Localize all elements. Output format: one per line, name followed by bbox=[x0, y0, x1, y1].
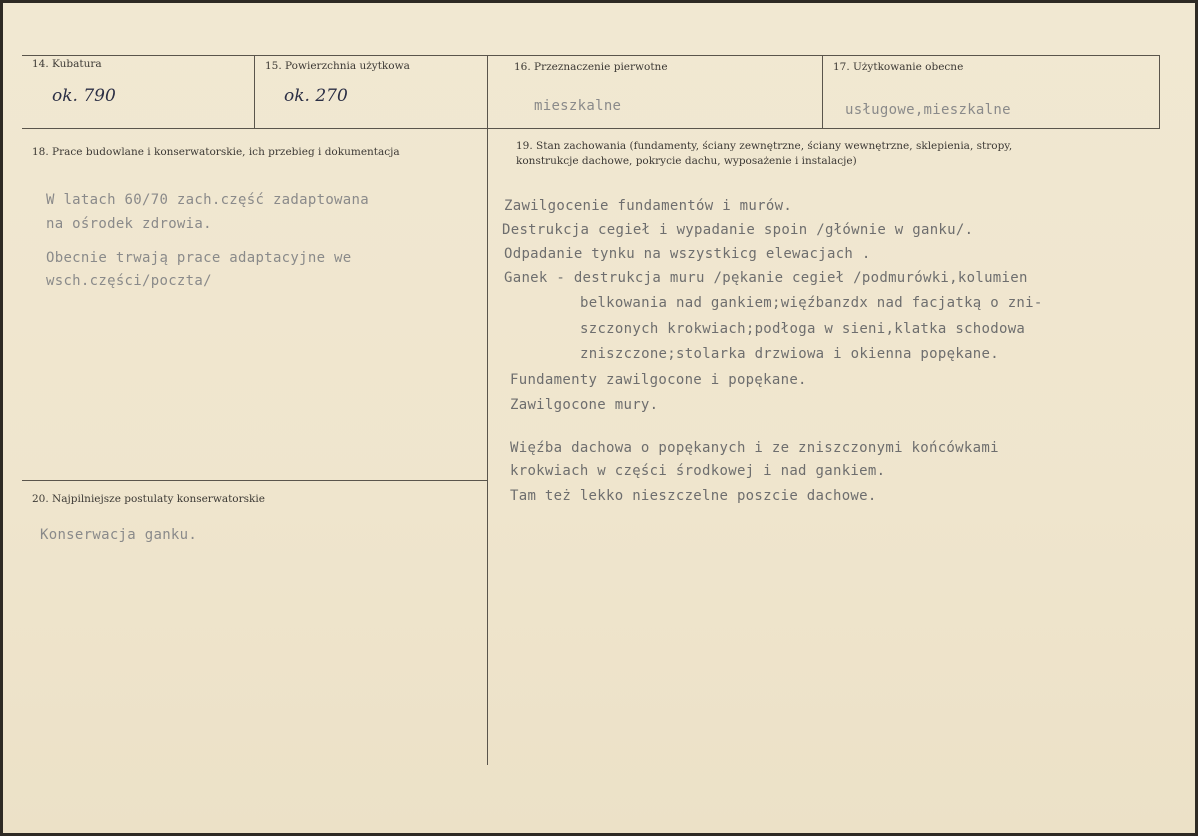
field19-label-line1: 19. Stan zachowania (fundamenty, ściany zewnętrzne, ściany wewnętrzne, sklepienia, stropy, bbox=[516, 140, 1013, 152]
field15-value: ok. 270 bbox=[284, 86, 348, 106]
field16-label: 16. Przeznaczenie pierwotne bbox=[514, 61, 668, 73]
field19-label-line2: konstrukcje dachowe, pokrycie dachu, wyposażenie i instalacje) bbox=[516, 155, 857, 167]
field18-line: Obecnie trwają prace adaptacyjne we bbox=[46, 250, 352, 266]
field18-line: wsch.części/poczta/ bbox=[46, 273, 212, 289]
divider-16-17 bbox=[822, 55, 823, 128]
divider-main bbox=[487, 55, 488, 765]
field19-line: zniszczone;stolarka drzwiowa i okienna popękane. bbox=[580, 346, 999, 362]
field19-line: Zawilgocone mury. bbox=[510, 397, 659, 413]
row1-bottom-rule bbox=[22, 128, 1160, 129]
field14-label: 14. Kubatura bbox=[32, 58, 102, 70]
field19-line: Tam też lekko nieszczelne poszcie dachowe. bbox=[510, 488, 877, 504]
field17-value: usługowe,mieszkalne bbox=[845, 102, 1011, 118]
field19-line: Ganek - destrukcja muru /pękanie cegieł /podmurówki,kolumien bbox=[504, 270, 1028, 286]
divider-14-15 bbox=[254, 55, 255, 128]
right-border bbox=[1159, 55, 1160, 128]
field17-label: 17. Użytkowanie obecne bbox=[833, 61, 964, 73]
field19-line: belkowania nad gankiem;więźbanzdx nad facjatką o zni- bbox=[580, 295, 1043, 311]
field19-line: Więźba dachowa o popękanych i ze zniszczonymi końcówkami bbox=[510, 440, 999, 456]
field19-line: Zawilgocenie fundamentów i murów. bbox=[504, 198, 793, 214]
field19-line: Odpadanie tynku na wszystkicg elewacjach . bbox=[504, 246, 871, 262]
field15-label: 15. Powierzchnia użytkowa bbox=[265, 60, 410, 72]
field14-value: ok. 790 bbox=[52, 86, 116, 106]
field18-line: W latach 60/70 zach.część zadaptowana bbox=[46, 192, 369, 208]
field16-value: mieszkalne bbox=[534, 98, 622, 114]
field18-bottom-rule bbox=[22, 480, 487, 481]
field19-line: krokwiach w części środkowej i nad gankiem. bbox=[510, 463, 886, 479]
field19-line: Destrukcja cegieł i wypadanie spoin /głównie w ganku/. bbox=[502, 222, 974, 238]
field20-label: 20. Najpilniejsze postulaty konserwatorskie bbox=[32, 493, 265, 505]
top-rule bbox=[22, 55, 1160, 56]
field20-value: Konserwacja ganku. bbox=[40, 527, 198, 543]
field18-line: na ośrodek zdrowia. bbox=[46, 216, 212, 232]
field19-line: Fundamenty zawilgocone i popękane. bbox=[510, 372, 807, 388]
field18-label: 18. Prace budowlane i konserwatorskie, ich przebieg i dokumentacja bbox=[32, 146, 400, 158]
field19-line: szczonych krokwiach;podłoga w sieni,klatka schodowa bbox=[580, 321, 1026, 337]
